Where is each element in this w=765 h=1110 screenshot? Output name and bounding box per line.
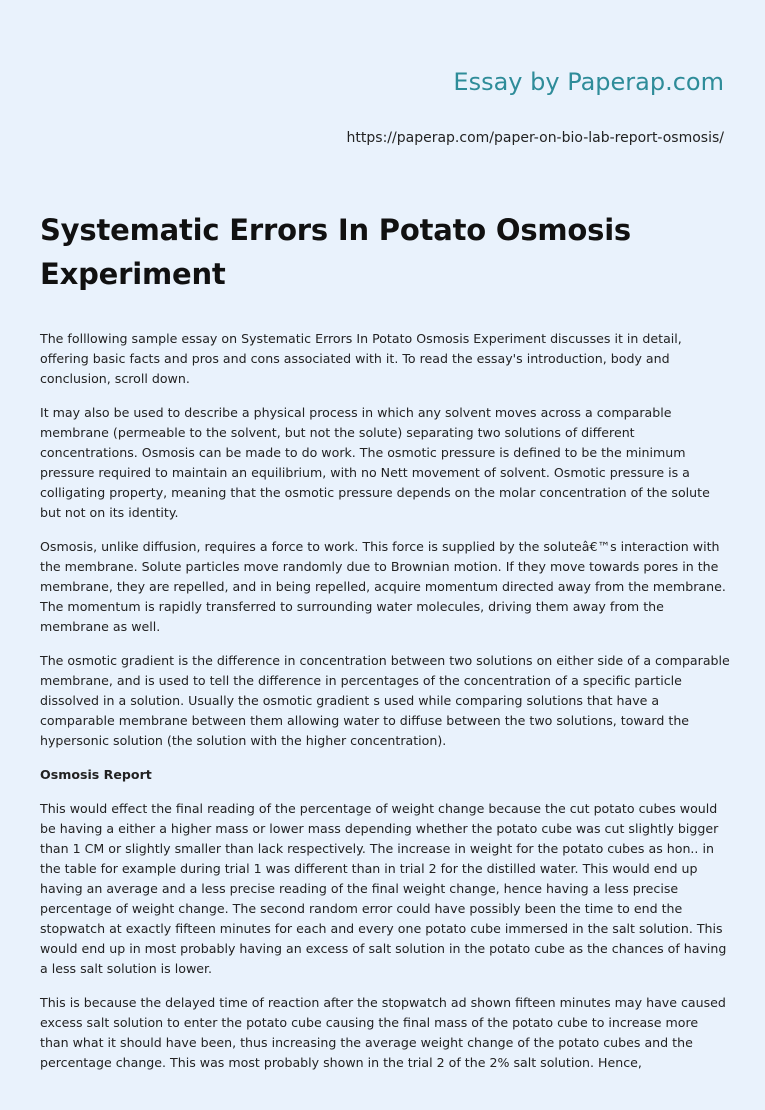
paragraph-intro: The folllowing sample essay on Systematic Errors In Potato Osmosis Experiment discusses it in detail, offering basic facts and pros and cons associated with it. To read the essay's introduction, body and conclusion, scroll down. bbox=[40, 331, 682, 386]
paragraph-osmotic-gradient: The osmotic gradient is the difference in concentration between two solutions on either side of a comparable membrane, and is used to tell the difference in percentages of the concentration of a specific particle dissolved in a solution. Usually the osmotic gradient s used while comparing solutions that have a comparable membrane between them allowing water to diffuse between the two solutions, toward the hypersonic solution (the solution with the higher concentration). bbox=[40, 653, 730, 748]
article-title: Systematic Errors In Potato Osmosis Experiment bbox=[40, 213, 631, 291]
paragraph-delayed-time: This is because the delayed time of reaction after the stopwatch ad shown fifteen minutes may have caused excess salt solution to enter the potato cube causing the final mass of the potato cube to increase more than what it should have been, thus increasing the average weight change of the potato cubes and the percentage change. This was most probably shown in the trial 2 of the 2% salt solution. Hence, bbox=[40, 995, 726, 1070]
article bbox=[40, 208, 730, 1087]
paragraph-osmosis-definition: It may also be used to describe a physical process in which any solvent moves across a comparable membrane (permeable to the solvent, but not the solute) separating two solutions of different concentrations. Osmosis can be made to do work. The osmotic pressure is defined to be the minimum pressure required to maintain an equilibrium, with no Nett movement of solvent. Osmotic pressure is a colligating property, meaning that the osmotic pressure depends on the molar concentration of the solute but not on its identity. bbox=[40, 405, 710, 520]
paragraph-random-errors: This would effect the final reading of the percentage of weight change because the cut potato cubes would be having a either a higher mass or lower mass depending whether the potato cube was cut slightly bigger than 1 CM or slightly smaller than lack respectively. The increase in weight for the potato cubes as hon.. in the table for example during trial 1 was different than in trial 2 for the distilled water. This would end up having an average and a less precise reading of the final weight change, hence having a less precise percentage of weight change. The second random error could have possibly been the time to end the stopwatch at exactly fifteen minutes for each and every one potato cube immersed in the salt solution. This would end up in most probably having an excess of salt solution in the potato cube as the chances of having a less salt solution is lower. bbox=[40, 801, 727, 976]
paragraph-osmosis-force: Osmosis, unlike diffusion, requires a force to work. This force is supplied by the soluteâ€™s interaction with the membrane. Solute particles move randomly due to Brownian motion. If they move towards pores in the membrane, they are repelled, and in being repelled, acquire momentum directed away from the membrane. The momentum is rapidly transferred to surrounding water molecules, driving them away from the membrane as well. bbox=[40, 539, 726, 634]
source-url[interactable]: https://paperap.com/paper-on-bio-lab-report-osmosis/ bbox=[346, 130, 724, 146]
section-heading: Osmosis Report bbox=[40, 767, 152, 782]
site-brand[interactable]: Essay by Paperap.com bbox=[453, 68, 724, 96]
